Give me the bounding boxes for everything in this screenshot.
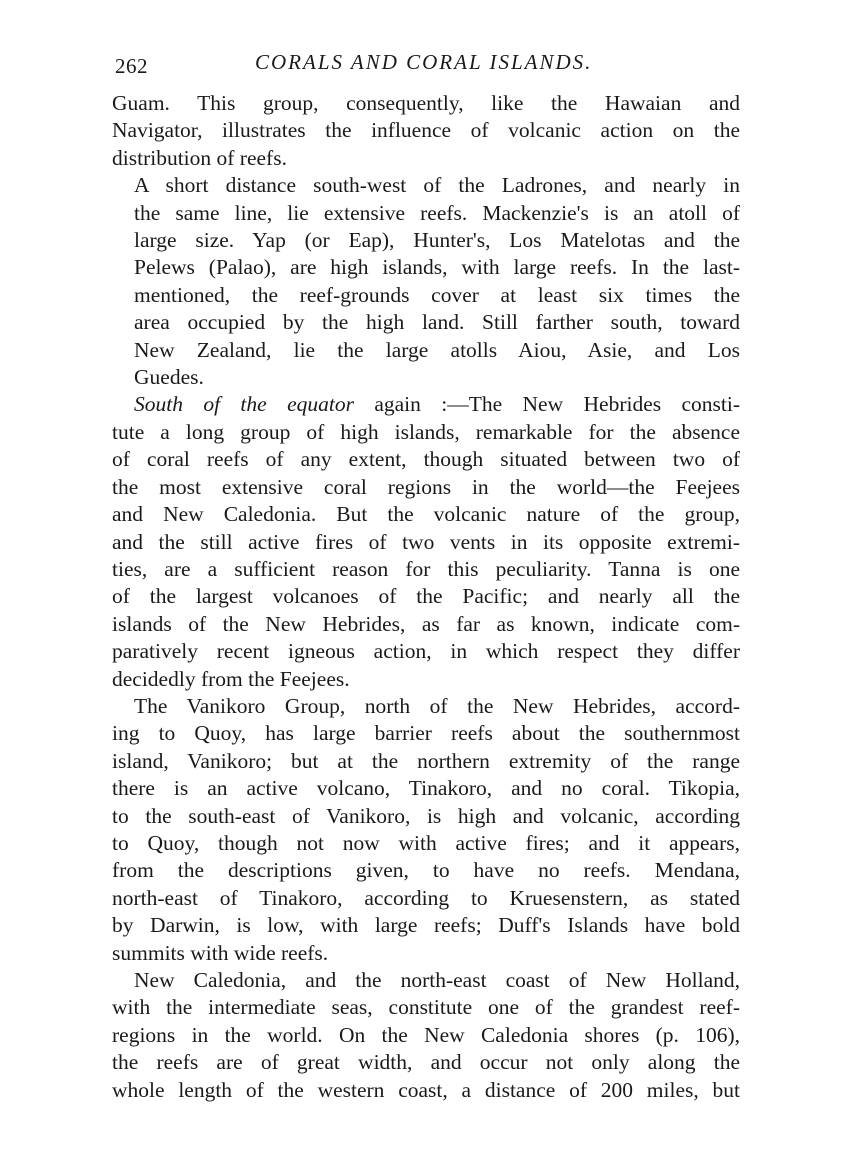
- paragraph-4: [112, 693, 740, 967]
- text-line: Pelews (Palao), are high islands, with large reefs. In the last-: [134, 255, 740, 280]
- text-line: of coral reefs of any extent, though situated between two of: [112, 447, 740, 472]
- text-line: Guam. This group, consequently, like the Hawaian and: [112, 91, 740, 115]
- text-fragment: again :—The New Hebrides consti-: [353, 392, 740, 417]
- book-page: [112, 44, 740, 1104]
- page-number: 262: [115, 54, 148, 78]
- text-line: island, Vanikoro; but at the northern extremity of the range: [112, 748, 740, 773]
- paragraph-2: [112, 172, 740, 391]
- text-line: and New Caledonia. But the volcanic nature of the group,: [112, 502, 740, 527]
- text-line: there is an active volcano, Tinakoro, and no coral. Tikopia,: [112, 776, 740, 801]
- text-line: New Zealand, lie the large atolls Aiou, Asie, and Los: [134, 337, 740, 362]
- text-line: tute a long group of high islands, remarkable for the absence: [112, 419, 740, 444]
- text-line: summits with wide reefs.: [112, 940, 329, 965]
- body-text: [112, 90, 740, 1104]
- text-line: large size. Yap (or Eap), Hunter's, Los Matelotas and the: [134, 228, 740, 253]
- paragraph-5: [112, 967, 740, 1104]
- text-line: decidedly from the Feejees.: [112, 666, 350, 691]
- text-line: [112, 391, 740, 418]
- text-line: to Quoy, though not now with active fires; and it appears,: [112, 830, 740, 855]
- text-line: mentioned, the reef-grounds cover at least six times the: [134, 282, 740, 307]
- italic-lead-phrase: South of the equator: [134, 392, 354, 417]
- text-line: to the south-east of Vanikoro, is high and volcanic, according: [112, 803, 740, 828]
- text-line: by Darwin, is low, with large reefs; Duff's Islands have bold: [112, 913, 740, 938]
- text-line: The Vanikoro Group, north of the New Hebrides, accord-: [134, 693, 740, 718]
- text-line: regions in the world. On the New Caledonia shores (p. 106),: [112, 1022, 740, 1047]
- text-line: ing to Quoy, has large barrier reefs about the southernmost: [112, 721, 740, 746]
- text-line: the most extensive coral regions in the world—the Feejees: [112, 474, 740, 499]
- text-line: and the still active fires of two vents in its opposite extremi-: [112, 529, 740, 554]
- paragraph-1: [112, 90, 740, 172]
- text-line: paratively recent igneous action, in which respect they differ: [112, 639, 740, 664]
- text-line: ties, are a sufficient reason for this peculiarity. Tanna is one: [112, 556, 740, 581]
- text-line: Navigator, illustrates the influence of volcanic action on the: [112, 118, 740, 143]
- page-header: [112, 44, 740, 84]
- text-line: north-east of Tinakoro, according to Kruesenstern, as stated: [112, 885, 740, 910]
- paragraph-3: [112, 391, 740, 692]
- text-line: of the largest volcanoes of the Pacific; and nearly all the: [112, 584, 740, 609]
- text-line: with the intermediate seas, constitute one of the grandest reef-: [112, 995, 740, 1020]
- text-line: A short distance south-west of the Ladrones, and nearly in: [134, 173, 740, 198]
- text-line: the same line, lie extensive reefs. Mackenzie's is an atoll of: [134, 200, 740, 225]
- text-line: Guedes.: [134, 365, 204, 390]
- text-line: islands of the New Hebrides, as far as known, indicate com-: [112, 611, 740, 636]
- text-line: whole length of the western coast, a distance of 200 miles, but: [112, 1077, 740, 1102]
- text-line: the reefs are of great width, and occur not only along the: [112, 1050, 740, 1075]
- running-title: CORALS AND CORAL ISLANDS.: [255, 50, 593, 74]
- text-line: from the descriptions given, to have no reefs. Mendana,: [112, 858, 740, 883]
- text-line: New Caledonia, and the north-east coast of New Holland,: [134, 968, 740, 992]
- text-line: area occupied by the high land. Still farther south, toward: [134, 310, 740, 335]
- text-line: distribution of reefs.: [112, 145, 287, 170]
